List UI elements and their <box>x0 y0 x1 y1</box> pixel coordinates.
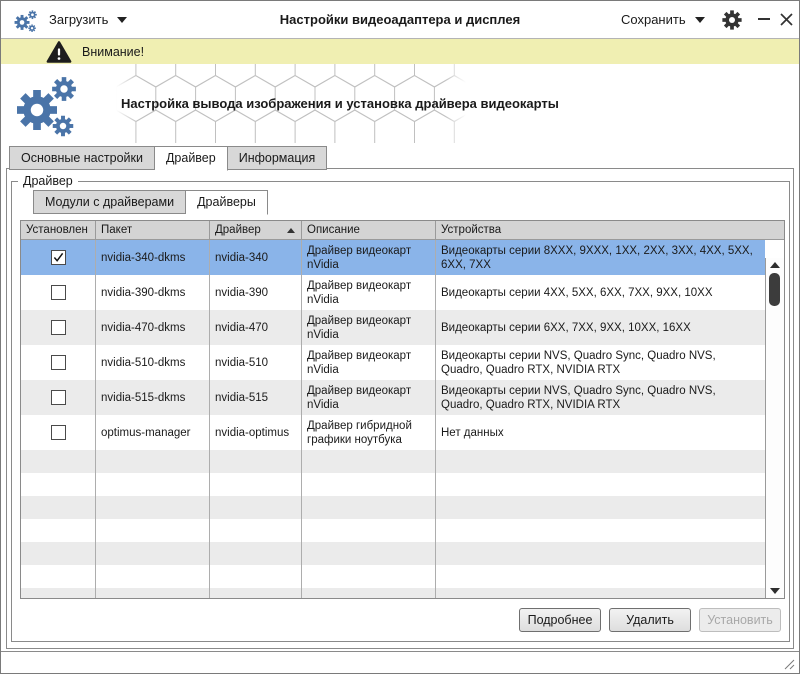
package-cell: optimus-manager <box>96 415 210 450</box>
driver-cell: nvidia-515 <box>210 380 302 415</box>
close-icon <box>780 13 793 26</box>
scrollbar-thumb[interactable] <box>769 273 780 306</box>
table-row[interactable] <box>21 345 765 380</box>
subtab-driver-modules[interactable] <box>33 190 186 214</box>
description-cell: Драйвер видеокарт nVidia <box>302 240 436 275</box>
empty-table-row <box>21 473 765 496</box>
package-cell: nvidia-340-dkms <box>96 240 210 275</box>
tab-information[interactable] <box>228 146 328 170</box>
checkmark-icon <box>53 252 64 263</box>
drivers-table <box>20 220 785 599</box>
table-row[interactable] <box>21 240 765 275</box>
vertical-scrollbar[interactable] <box>765 258 784 598</box>
titlebar <box>1 1 799 39</box>
description-cell: Драйвер видеокарт nVidia <box>302 275 436 310</box>
description-cell: Драйвер видеокарт nVidia <box>302 345 436 380</box>
remove-button[interactable]: Удалить <box>609 608 691 632</box>
empty-table-row <box>21 450 765 473</box>
package-cell: nvidia-510-dkms <box>96 345 210 380</box>
main-tabbar <box>9 146 327 171</box>
column-header-label: Драйвер <box>215 224 261 236</box>
close-button[interactable] <box>778 10 794 28</box>
empty-table-row <box>21 542 765 565</box>
minimize-icon <box>758 18 770 21</box>
installed-checkbox[interactable] <box>51 285 66 300</box>
empty-table-row <box>21 588 765 598</box>
devices-cell: Нет данных <box>441 426 504 439</box>
subtab-drivers[interactable] <box>186 190 268 215</box>
warning-triangle-icon <box>45 40 73 64</box>
devices-cell: Видеокарты серии 4XX, 5XX, 6XX, 7XX, 9XX, 10XX <box>441 286 713 299</box>
table-body <box>21 240 784 598</box>
app-gears-icon <box>12 7 39 34</box>
installed-checkbox[interactable] <box>51 355 66 370</box>
window-title: Настройки видеоадаптера и дисплея <box>279 12 521 27</box>
package-cell: nvidia-470-dkms <box>96 310 210 345</box>
resize-grip[interactable] <box>782 657 795 670</box>
tab-basic-settings[interactable] <box>9 146 155 170</box>
details-button[interactable]: Подробнее <box>519 608 601 632</box>
driver-cell: nvidia-470 <box>210 310 302 345</box>
devices-cell: Видеокарты серии NVS, Quadro Sync, Quadro NVS, Quadro, Quadro RTX, NVIDIA RTX <box>441 384 716 411</box>
load-menu-button[interactable] <box>49 1 127 38</box>
warning-banner <box>1 39 799 64</box>
gears-illustration-icon <box>11 70 81 140</box>
table-header-row <box>21 221 784 240</box>
install-button[interactable]: Установить <box>699 608 781 632</box>
tab-label: Информация <box>238 151 316 165</box>
package-cell: nvidia-390-dkms <box>96 275 210 310</box>
column-header-devices[interactable]: Устройства <box>441 224 502 236</box>
table-row[interactable] <box>21 275 765 310</box>
devices-cell: Видеокарты серии NVS, Quadro Sync, Quadro NVS, Quadro, Quadro RTX, NVIDIA RTX <box>441 349 716 376</box>
table-row[interactable] <box>21 310 765 345</box>
save-menu-button[interactable] <box>621 1 705 38</box>
save-menu-label: Сохранить <box>621 12 686 27</box>
installed-checkbox[interactable] <box>51 320 66 335</box>
page-header <box>1 64 799 146</box>
subtab-label: Модули с драйверами <box>45 195 175 209</box>
devices-cell: Видеокарты серии 6XX, 7XX, 9XX, 10XX, 16XX <box>441 321 691 334</box>
sort-ascending-icon <box>287 228 295 233</box>
column-header-description[interactable]: Описание <box>302 221 436 239</box>
empty-table-row <box>21 519 765 542</box>
table-row[interactable] <box>21 380 765 415</box>
page-title: Настройка вывода изображения и установка драйвера видеокарты <box>121 96 559 111</box>
warning-text: Внимание! <box>82 44 145 59</box>
description-cell: Драйвер гибридной графики ноутбука <box>302 415 436 450</box>
installed-checkbox[interactable] <box>51 425 66 440</box>
column-header-installed[interactable]: Установлен <box>21 221 96 239</box>
subtab-label: Драйверы <box>197 195 256 209</box>
tab-driver[interactable] <box>155 146 228 171</box>
driver-subtabbar <box>33 190 268 215</box>
scroll-up-icon[interactable] <box>770 262 780 268</box>
driver-cell: nvidia-340 <box>210 240 302 275</box>
column-header-package[interactable]: Пакет <box>96 221 210 239</box>
empty-table-row <box>21 565 765 588</box>
status-bar <box>1 651 799 673</box>
load-menu-label: Загрузить <box>49 12 109 27</box>
settings-gear-button[interactable] <box>722 10 742 30</box>
driver-cell: nvidia-510 <box>210 345 302 380</box>
tab-label: Основные настройки <box>21 151 143 165</box>
minimize-button[interactable] <box>756 9 772 29</box>
devices-cell: Видеокарты серии 8XXX, 9XXX, 1XX, 2XX, 3XX, 4XX, 5XX, 6XX, 7XX <box>441 244 753 271</box>
tab-label: Драйвер <box>165 151 216 165</box>
description-cell: Драйвер видеокарт nVidia <box>302 380 436 415</box>
column-header-driver[interactable] <box>210 221 302 239</box>
installed-checkbox[interactable] <box>51 250 66 265</box>
driver-cell: nvidia-optimus <box>210 415 302 450</box>
description-cell: Драйвер видеокарт nVidia <box>302 310 436 345</box>
scroll-down-icon[interactable] <box>770 588 780 594</box>
table-row[interactable] <box>21 415 765 450</box>
empty-table-row <box>21 496 765 519</box>
package-cell: nvidia-515-dkms <box>96 380 210 415</box>
driver-cell: nvidia-390 <box>210 275 302 310</box>
installed-checkbox[interactable] <box>51 390 66 405</box>
driver-groupbox-label: Драйвер <box>18 174 78 188</box>
action-button-row <box>1 608 791 632</box>
chevron-down-icon <box>695 17 705 23</box>
